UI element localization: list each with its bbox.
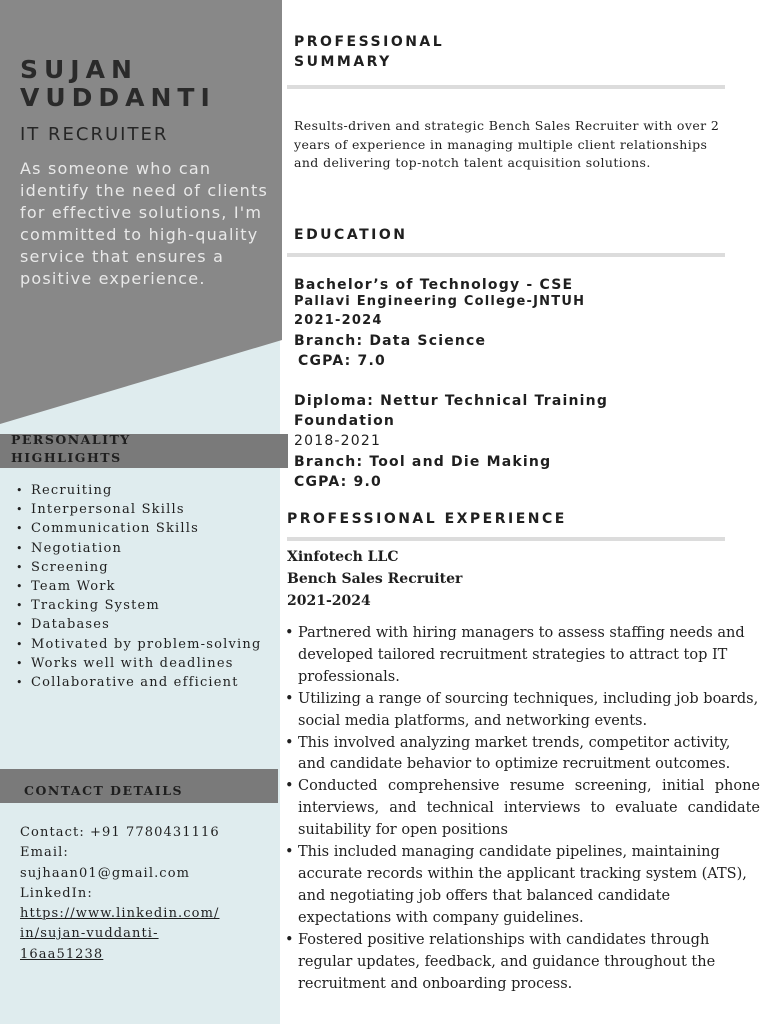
linkedin-link-segment[interactable]: https://www.linkedin.com/ — [20, 906, 220, 922]
cgpa-label: CGPA — [298, 353, 345, 369]
list-item: • Screening — [14, 558, 274, 577]
contact-details — [20, 823, 275, 965]
list-item: • Interpersonal Skills — [14, 500, 274, 519]
linkedin-link-segment[interactable]: in/sujan-vuddanti- — [20, 926, 159, 942]
experience-divider — [287, 537, 725, 541]
education-degree-1: Bachelor’s of Technology - CSE — [294, 277, 574, 293]
list-item: • Databases — [14, 615, 274, 634]
experience-bullets — [283, 623, 760, 995]
education-degree-2: Diploma: Nettur Technical Training Foundation — [294, 393, 609, 429]
list-item: • Fostered positive relationships with candidates through regular updates, feedback, and guidance throughout the recruitment and onboarding process. — [283, 930, 760, 996]
personality-list — [14, 481, 274, 692]
experience-role: Bench Sales Recruiter — [287, 571, 463, 587]
linkedin-link-segment[interactable]: 16aa51238 — [20, 946, 104, 962]
education-cgpa-1 — [298, 351, 386, 371]
contact-heading: CONTACT DETAILS — [24, 783, 184, 798]
education-years-2: 2018-2021 — [294, 433, 382, 449]
education-heading: EDUCATION — [294, 227, 408, 243]
intro-statement: As someone who can identify the need of clients for effective solutions, I'm committed to high-quality service that ensures a positive experience. — [20, 159, 269, 288]
education-branch-1: Branch: Data Science — [294, 333, 487, 349]
list-item: • This involved analyzing market trends, competitor activity, and candidate behavior to optimize recruitment outcomes. — [283, 733, 760, 777]
job-title: IT RECRUITER — [20, 124, 169, 145]
summary-text: Results-driven and strategic Bench Sales Recruiter with over 2 years of experience in managing multiple client relationships and delivering top-notch talent acquisition solutions. — [294, 118, 720, 170]
linkedin-link[interactable] — [20, 904, 275, 965]
summary-heading: PROFESSIONAL SUMMARY — [294, 34, 445, 70]
experience-company: Xinfotech LLC — [287, 549, 399, 565]
list-item: • Tracking System — [14, 596, 274, 615]
list-item: • Conducted comprehensive resume screening, initial phone interviews, and technical interviews to evaluate candidate suitability for open positions — [283, 776, 760, 842]
list-item: • Communication Skills — [14, 519, 274, 538]
personality-heading: PERSONALITY HIGHLIGHTS — [11, 432, 131, 465]
contact-email-label: Email: — [20, 845, 69, 861]
list-item: • Works well with deadlines — [14, 654, 274, 673]
list-item: • Utilizing a range of sourcing techniques, including job boards, social media platforms, and networking events. — [283, 689, 760, 733]
experience-years: 2021-2024 — [287, 593, 371, 609]
list-item: • Collaborative and efficient — [14, 673, 274, 692]
list-item: • Team Work — [14, 577, 274, 596]
list-item: • This included managing candidate pipelines, maintaining accurate records within the applicant tracking system (ATS), and negotiating job offers that balanced candidate expectations with company guidelines. — [283, 842, 760, 930]
experience-heading: PROFESSIONAL EXPERIENCE — [287, 511, 567, 527]
contact-email[interactable]: sujhaan01@gmail.com — [20, 865, 191, 881]
list-item: • Motivated by problem-solving — [14, 635, 274, 654]
education-branch-2: Branch: Tool and Die Making — [294, 454, 552, 470]
contact-phone: Contact: +91 7780431116 — [20, 825, 220, 840]
summary-divider — [287, 85, 725, 89]
education-school-1: Pallavi Engineering College-JNTUH — [294, 294, 586, 309]
list-item: • Negotiation — [14, 539, 274, 558]
cgpa-value: : 7.0 — [344, 353, 386, 369]
list-item: • Recruiting — [14, 481, 274, 500]
candidate-last-name: VUDDANTI — [20, 83, 216, 112]
list-item: • Partnered with hiring managers to assess staffing needs and developed tailored recruitment strategies to attract top IT professionals. — [283, 623, 760, 689]
education-cgpa-2: CGPA: 9.0 — [294, 474, 382, 490]
contact-linkedin-label: LinkedIn: — [20, 885, 93, 901]
education-years-1: 2021-2024 — [294, 313, 383, 328]
education-divider — [287, 253, 725, 257]
candidate-first-name: SUJAN — [20, 55, 138, 84]
